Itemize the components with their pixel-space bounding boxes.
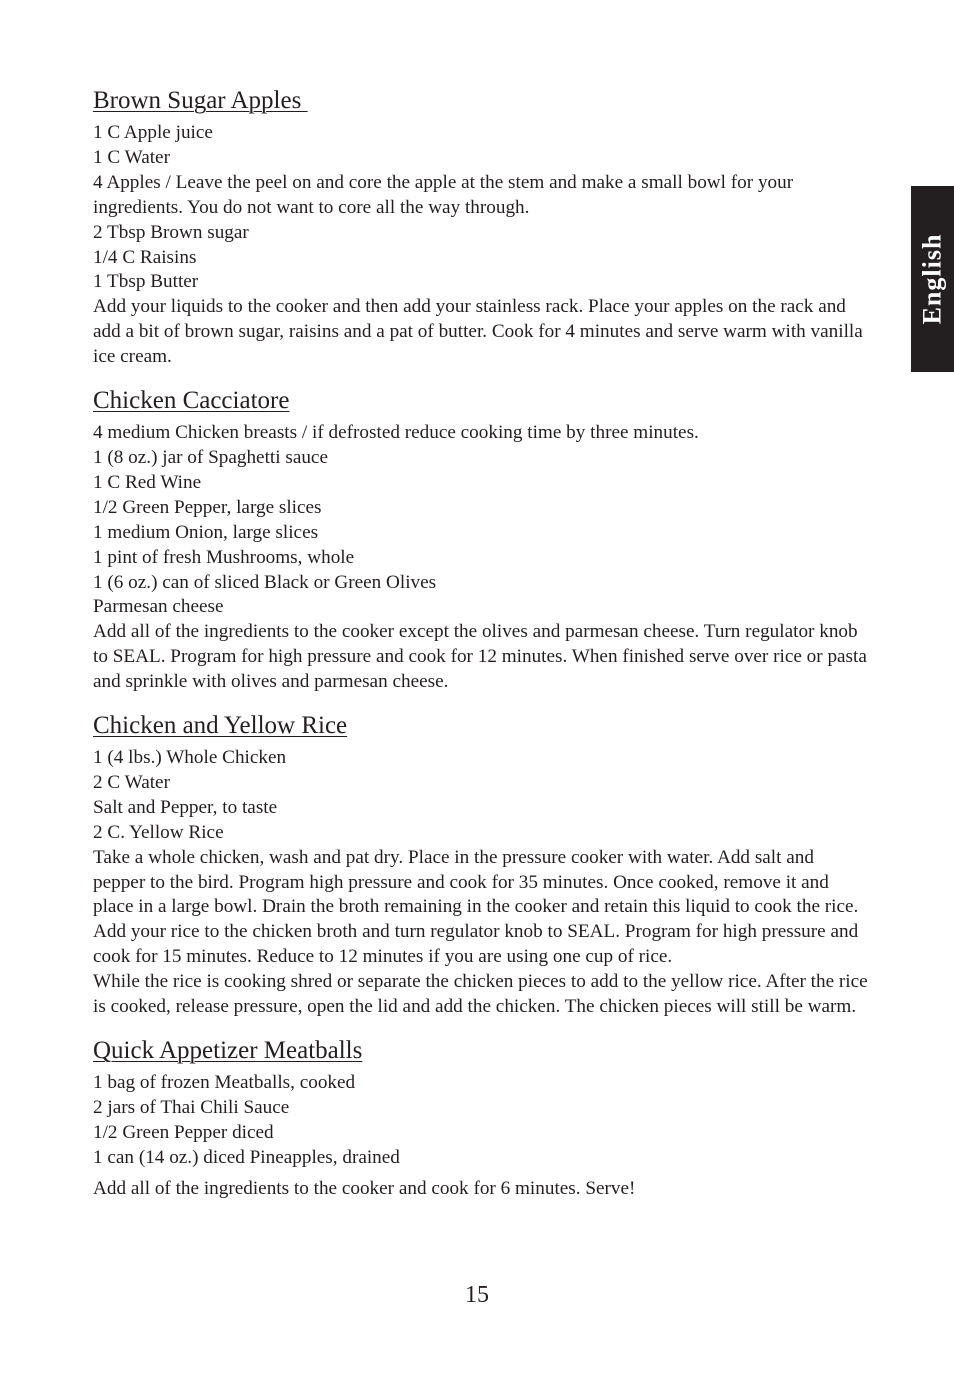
page-number: 15 [465,1282,489,1308]
recipe-quick-appetizer-meatballs [93,1034,868,1202]
ingredient-line: 1/4 C Raisins [93,246,197,268]
recipe-chicken-and-yellow-rice [93,709,868,1020]
recipe-title: Chicken Cacciatore [93,387,290,415]
ingredient-line: 1 C Apple juice [93,122,213,143]
recipe-page-content [93,84,868,1216]
ingredient-line: 4 Apples / Leave the peel on and core the apple at the stem and make a small bowl for your ingredients. You do not want to core all the way through. [93,171,794,218]
ingredient-line: 1 can (14 oz.) diced Pineapples, drained [93,1146,400,1168]
ingredient-line: 1/2 Green Pepper, large slices [93,496,322,518]
recipe-title: Brown Sugar Apples [93,87,308,114]
language-label: English [917,233,947,325]
recipe-title: Quick Appetizer Meatballs [93,1037,363,1064]
language-side-tab [911,186,954,372]
ingredient-line: 1 C Red Wine [93,471,202,493]
ingredient-line: 2 jars of Thai Chili Sauce [93,1096,290,1118]
ingredient-line: Salt and Pepper, to taste [93,796,278,818]
ingredient-line: 1 C Water [93,146,170,168]
ingredient-line: 1 (4 lbs.) Whole Chicken [93,747,287,769]
ingredient-line: 1 (6 oz.) can of sliced Black or Green Olives [93,571,437,593]
instructions-paragraph: Add your liquids to the cooker and then add your stainless rack. Place your apples on the rack and add a bit of brown sugar, raisins and a pat of butter. Cook for 4 minutes and serve warm with vanilla ice cream. [93,296,863,368]
recipe-brown-sugar-apples [93,84,868,370]
instructions-paragraph: Add all of the ingredients to the cooker except the olives and parmesan cheese. Turn regulator knob to SEAL. Program for high pressure and cook for 12 minutes. When finished serve over rice or pasta and sprinkle with olives and parmesan cheese. [93,621,867,693]
ingredient-line: 1/2 Green Pepper diced [93,1121,274,1143]
ingredient-line: 2 C. Yellow Rice [93,821,224,843]
ingredient-line: 1 Tbsp Butter [93,271,199,293]
ingredient-line: 2 C Water [93,771,170,793]
recipe-chicken-cacciatore [93,384,868,695]
ingredient-line: 1 medium Onion, large slices [93,521,319,543]
ingredient-line: 1 bag of frozen Meatballs, cooked [93,1072,356,1093]
ingredient-line: 4 medium Chicken breasts / if defrosted reduce cooking time by three minutes. [93,422,699,444]
ingredient-line: Parmesan cheese [93,596,224,618]
ingredient-line: 2 Tbsp Brown sugar [93,221,249,243]
instructions-paragraph: Add all of the ingredients to the cooker and cook for 6 minutes. Serve! [93,1177,636,1199]
ingredient-line: 1 pint of fresh Mushrooms, whole [93,546,355,568]
ingredient-line: 1 (8 oz.) jar of Spaghetti sauce [93,446,328,468]
instructions-paragraph: While the rice is cooking shred or separate the chicken pieces to add to the yellow rice. After the rice is cooked, release pressure, open the lid and add the chicken. The chicken pieces will still be warm. [93,971,868,1018]
instructions-paragraph: Take a whole chicken, wash and pat dry. Place in the pressure cooker with water. Add salt and pepper to the bird. Program high pressure and cook for 35 minutes. Once cooked, remove it and place in a large bowl. Drain the broth remaining in the cooker and retain this liquid to cook the rice. Add your rice to the chicken broth and turn regulator knob to SEAL. Program for high pressure and cook for 15 minutes. Reduce to 12 minutes if you are using one cup of rice. [93,846,859,968]
recipe-title: Chicken and Yellow Rice [93,712,348,740]
